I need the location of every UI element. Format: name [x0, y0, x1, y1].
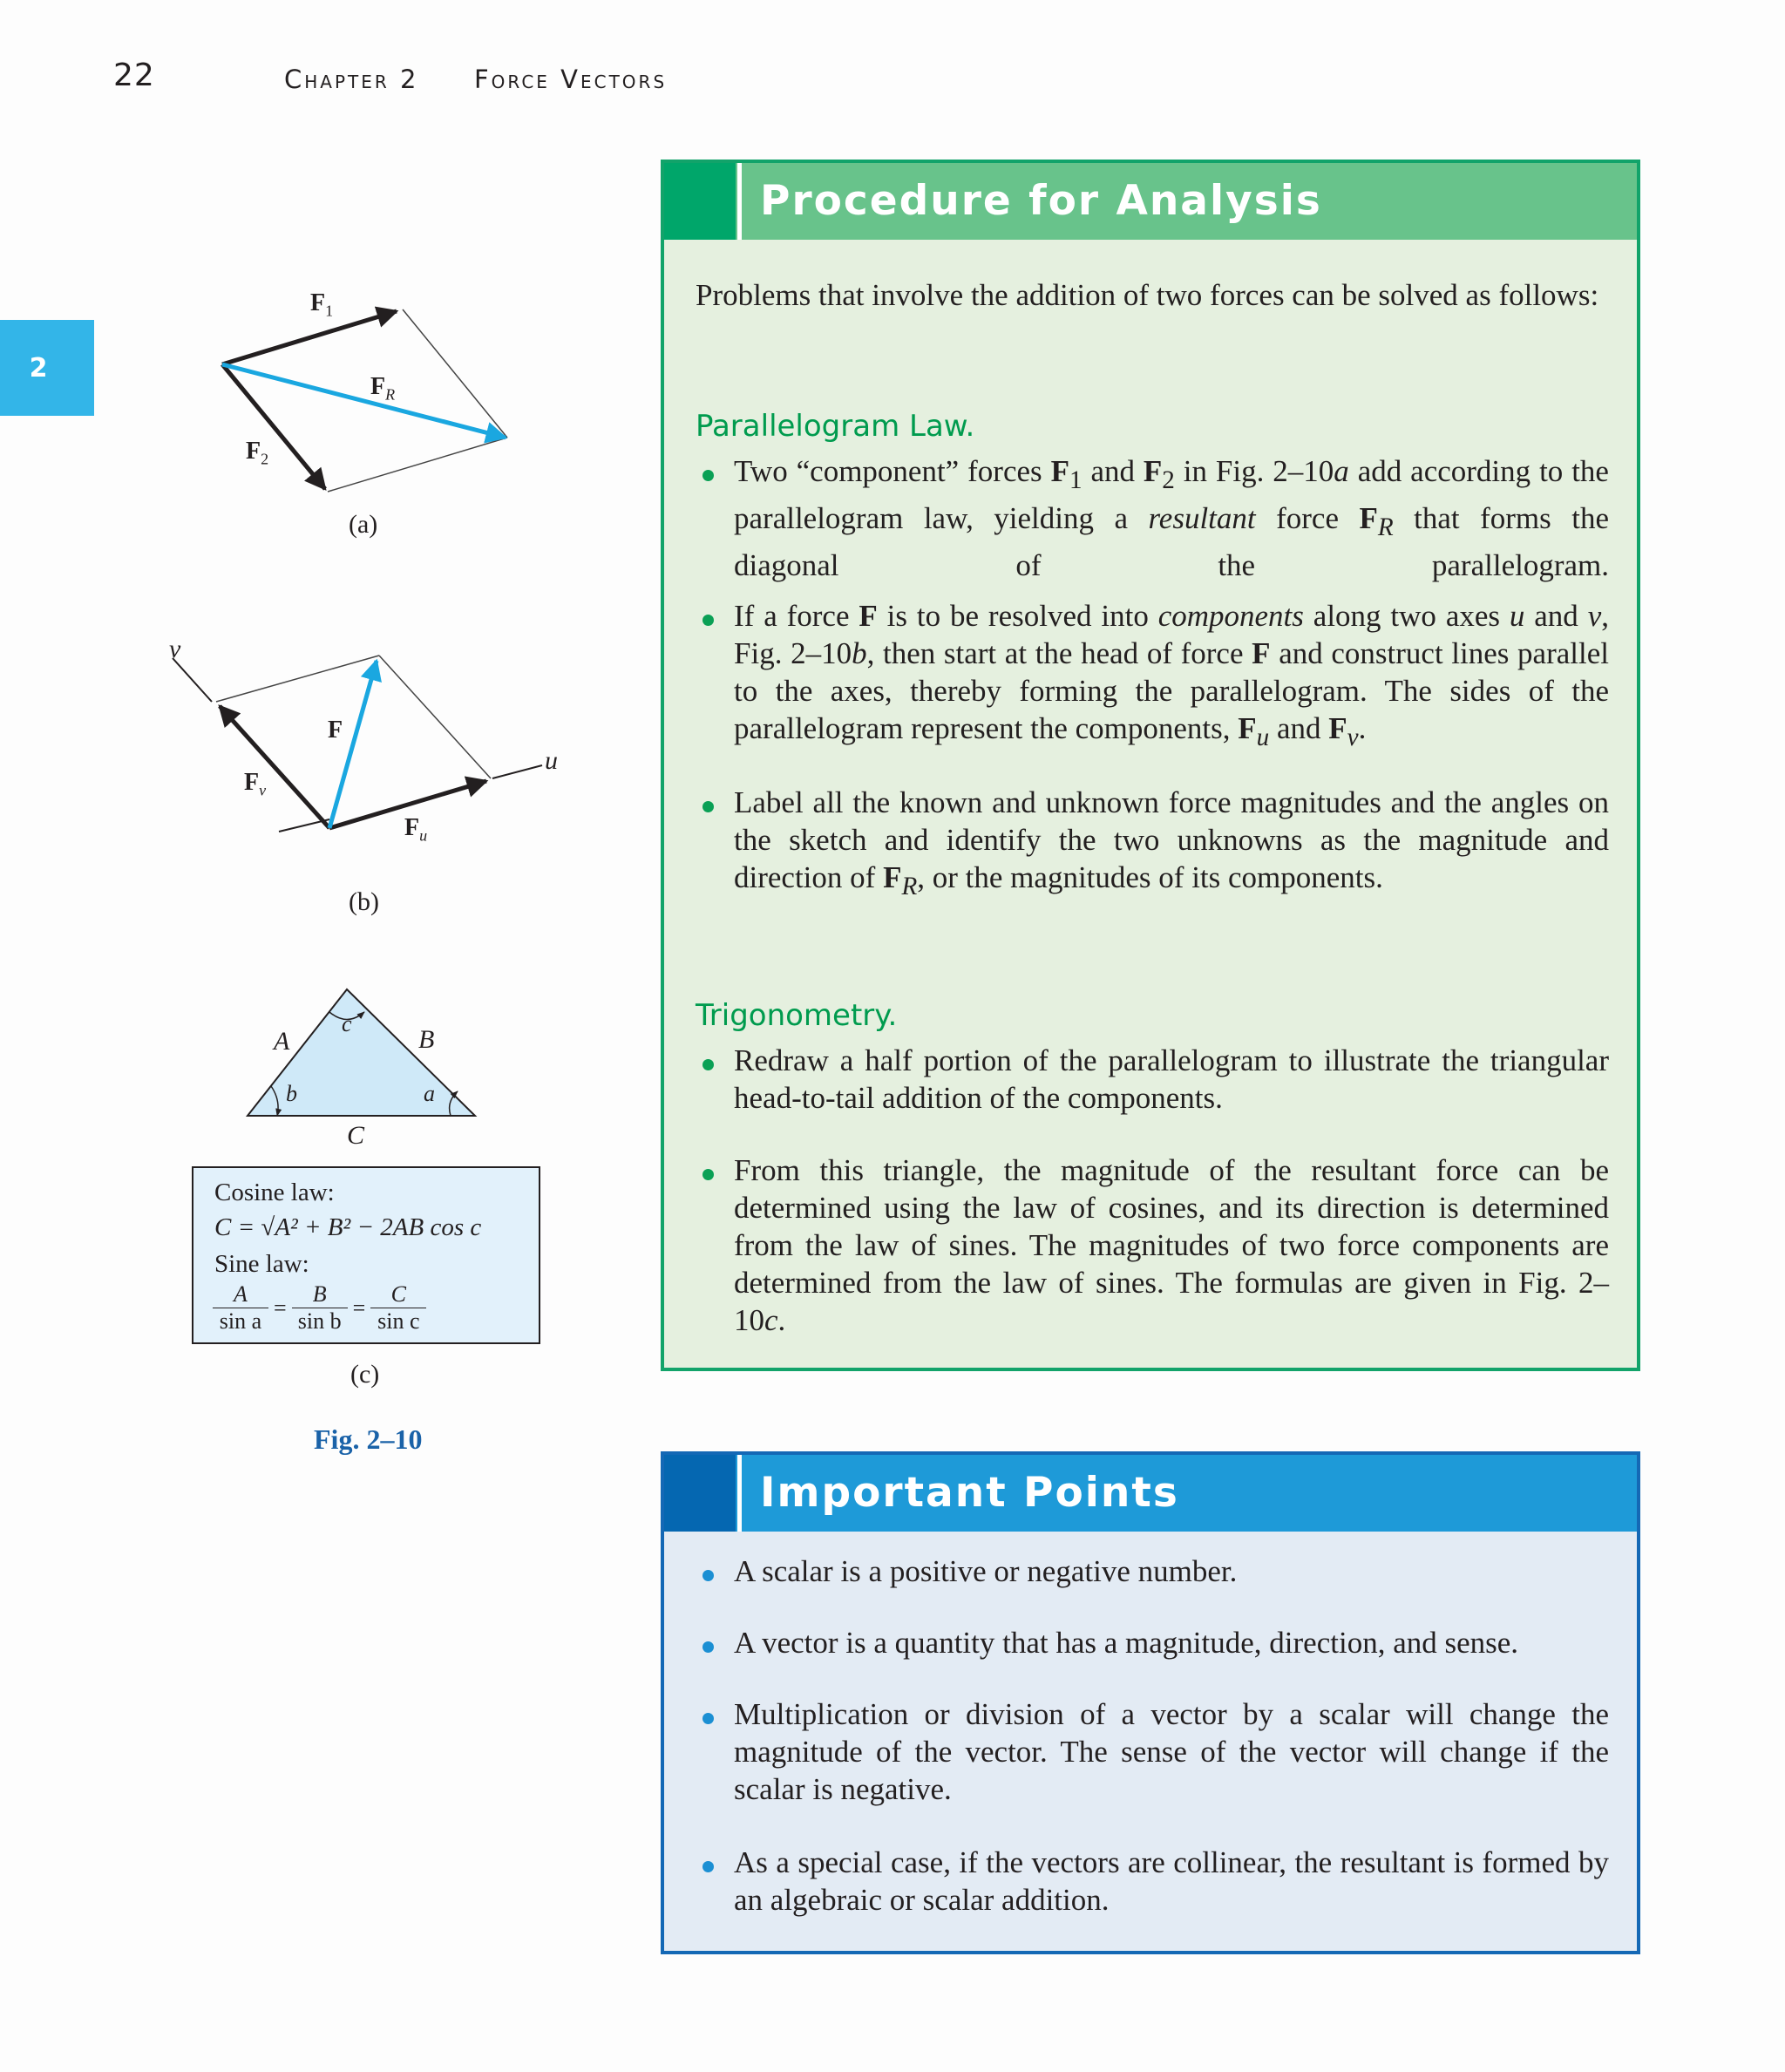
procedure-bullet-2: If a force F is to be resolved into components along two axes u and v, Fig. 2–10b, then start at the head of force F and construct lines parallel to the axes, thereby forming the parallelogram. The sides of the parallelogram represent the components, $F_u$ and $F_v$. — [734, 599, 1609, 751]
bullet-dot — [702, 470, 714, 481]
label-u-axis: u — [545, 746, 558, 775]
law-formulas-box — [192, 1166, 540, 1344]
caption-a: (a) — [349, 510, 378, 539]
important-bullet-4: As a special case, if the vectors are collinear, the resultant is formed by an algebraic or scalar addition. — [734, 1845, 1609, 1917]
procedure-title: Procedure for Analysis — [760, 177, 1322, 225]
page-number: 22 — [113, 58, 155, 93]
bullet-dot — [702, 1059, 714, 1070]
label-side-b: B — [418, 1025, 435, 1054]
cosine-law-label: Cosine law: — [214, 1179, 335, 1206]
figure-b — [173, 656, 542, 832]
cosine-law-formula: C = √A² + B² − 2AB cos c — [214, 1213, 482, 1241]
chapter-side-tab: 2 — [0, 320, 94, 416]
section-heading-trigonometry: Trigonometry. — [696, 998, 898, 1033]
procedure-box — [661, 160, 1640, 1371]
procedure-intro: Problems that involve the addition of two forces can be solved as follows: — [696, 278, 1599, 312]
label-f: F — [328, 717, 343, 744]
bullet-dot — [702, 1641, 714, 1653]
label-angle-b: b — [286, 1081, 297, 1106]
label-angle-a: a — [424, 1081, 435, 1106]
caption-b: (b) — [349, 887, 379, 916]
important-bullet-3: Multiplication or division of a vector by a scalar will change the magnitude of the vector. The sense of the vector will change if the scalar is negative. — [734, 1697, 1609, 1806]
label-f1: $F_1$ — [310, 289, 334, 320]
caption-c: (c) — [350, 1360, 380, 1389]
label-angle-c: c — [342, 1011, 352, 1036]
label-f2: $F_2$ — [246, 438, 269, 468]
label-fr: $F_R$ — [370, 373, 396, 404]
important-header — [664, 1455, 1637, 1532]
bullet-dot — [702, 1861, 714, 1872]
important-bullet-2: A vector is a quantity that has a magnitude, direction, and sense. — [734, 1626, 1519, 1660]
bullet-dot — [702, 1570, 714, 1581]
vector-fr — [222, 364, 506, 438]
procedure-bullet-3: Label all the known and unknown force magnitudes and the angles on the sketch and identify the two unknowns as the magnitude and direction of $F_R$, or the magnitudes of its components. — [734, 785, 1609, 900]
bullet-dot — [702, 1169, 714, 1180]
figure-label: Fig. 2–10 — [314, 1423, 423, 1455]
important-title: Important Points — [760, 1469, 1179, 1517]
vector-f — [329, 661, 377, 828]
label-fv: $F_v$ — [244, 769, 267, 799]
bullet-dot — [702, 1713, 714, 1724]
bullet-dot — [702, 615, 714, 626]
vector-f1 — [222, 311, 397, 364]
procedure-header — [664, 163, 1637, 240]
label-side-c: C — [347, 1121, 365, 1150]
procedure-bullet-5: From this triangle, the magnitude of the resultant force can be determined using the law of cosines, and its direction is determined from the law of sines. The magnitudes of two force components are determined from the law of sines. The formulas are given in Fig. 2–10c. — [734, 1153, 1609, 1337]
procedure-bullet-4: Redraw a half portion of the parallelogram to illustrate the triangular head-to-tail addition of the components. — [734, 1043, 1609, 1115]
sine-law-formula: $\frac{A}{\text{sin a}}$ = $\frac{B}{\text{sin b}}$ = $\frac{C}{\text{sin c}}$ — [213, 1281, 426, 1335]
sine-law-label: Sine law: — [214, 1250, 309, 1278]
chapter-label: Chapter 2 — [284, 65, 419, 94]
important-points-box — [661, 1451, 1640, 1954]
vector-fv — [220, 706, 329, 828]
vector-f2 — [222, 364, 325, 489]
section-heading-parallelogram: Parallelogram Law. — [696, 409, 975, 444]
chapter-title: Force Vectors — [474, 65, 668, 94]
label-v-axis: v — [169, 635, 181, 663]
label-side-a: A — [274, 1027, 290, 1056]
bullet-dot — [702, 801, 714, 812]
important-bullet-1: A scalar is a positive or negative number. — [734, 1554, 1238, 1588]
procedure-bullet-1: Two “component” forces $F_1$ and $F_2$ in Fig. 2–10a add according to the parallelogram law, yielding a resultant force $F_R$ that forms the diagonal of the parallelogram. — [734, 454, 1609, 582]
label-fu: $F_u$ — [404, 814, 428, 845]
